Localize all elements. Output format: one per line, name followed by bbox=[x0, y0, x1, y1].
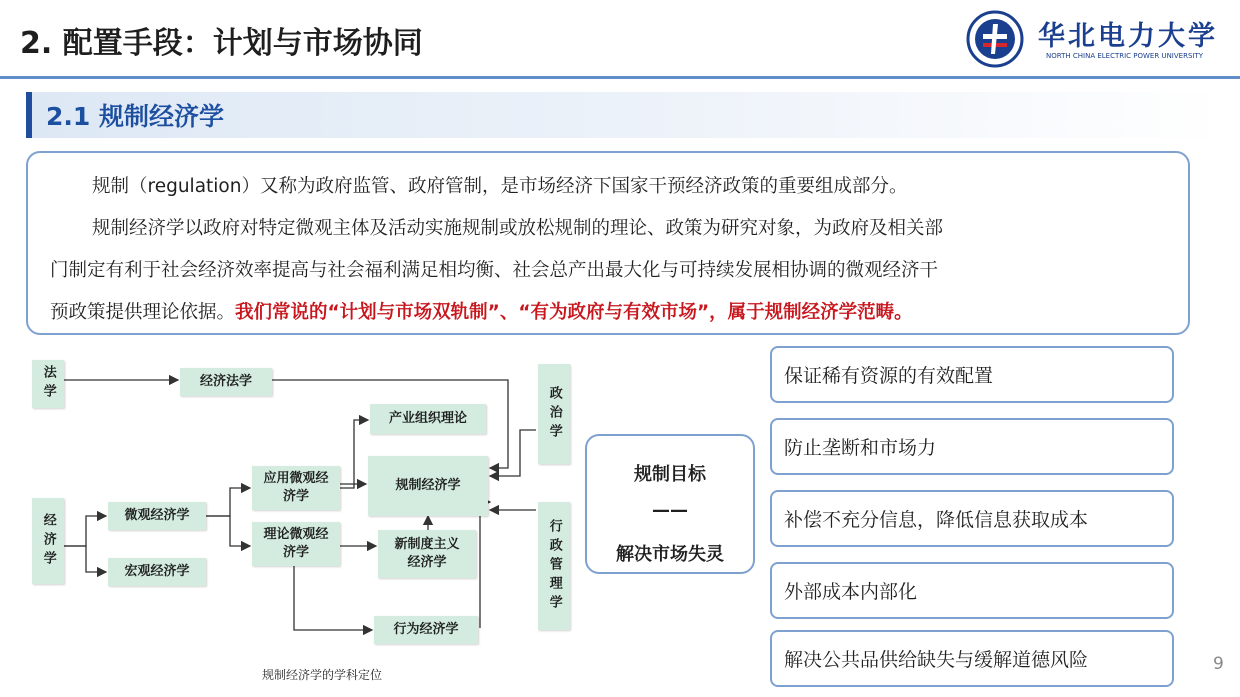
university-name: 华北电力大学 bbox=[1038, 21, 1218, 52]
arrow-econ-to-macro bbox=[64, 546, 106, 572]
arrow-behavioral-to-regulation bbox=[480, 502, 490, 628]
header-divider bbox=[0, 76, 1240, 79]
university-emblem-icon bbox=[966, 10, 1024, 68]
goal-item-5: 解决公共品供给缺失与缓解道德风险 bbox=[770, 630, 1174, 687]
regulation-goal-box bbox=[585, 434, 755, 574]
node-theoretical-microeconomics: 理论微观经济学 bbox=[252, 522, 340, 566]
slide-title: 2. 配置手段：计划与市场协同 bbox=[20, 26, 423, 61]
university-logo bbox=[966, 10, 1226, 70]
arrow-micro-to-theory bbox=[206, 516, 250, 546]
goal-dash: —— bbox=[652, 500, 688, 521]
section-accent-bar bbox=[26, 92, 32, 138]
node-industrial-organization: 产业组织理论 bbox=[370, 404, 486, 434]
intro-line-4-plain: 预政策提供理论依据。 bbox=[50, 302, 236, 323]
node-economic-law: 经济法学 bbox=[180, 368, 272, 396]
goal-item-3: 补偿不充分信息，降低信息获取成本 bbox=[770, 490, 1174, 547]
arrow-micro-to-applied bbox=[206, 488, 250, 516]
intro-line-4 bbox=[50, 304, 913, 323]
node-economics: 经济学 bbox=[32, 498, 64, 584]
node-regulation-economics: 规制经济学 bbox=[368, 456, 488, 516]
node-microeconomics: 微观经济学 bbox=[108, 502, 206, 530]
goal-subtitle: 解决市场失灵 bbox=[616, 544, 724, 565]
discipline-diagram bbox=[20, 350, 580, 690]
intro-line-3: 门制定有利于社会经济效率提高与社会福利满足相均衡、社会总产出最大化与可持续发展相协调的微观经济干 bbox=[50, 260, 939, 281]
goal-item-1: 保证稀有资源的有效配置 bbox=[770, 346, 1174, 403]
arrow-applied-to-industrial bbox=[340, 420, 368, 488]
node-public-administration: 行政管理学 bbox=[538, 502, 570, 630]
node-macroeconomics: 宏观经济学 bbox=[108, 558, 206, 586]
goal-item-4: 外部成本内部化 bbox=[770, 562, 1174, 619]
page-number: 9 bbox=[1213, 654, 1224, 674]
node-applied-microeconomics: 应用微观经济学 bbox=[252, 466, 340, 510]
intro-highlight: 我们常说的“计划与市场双轨制”、“有为政府与有效市场”，属于规制经济学范畴。 bbox=[235, 302, 913, 323]
node-behavioral-economics: 行为经济学 bbox=[374, 616, 478, 644]
arrow-politics-to-regulation bbox=[490, 430, 536, 476]
section-title: 2.1 规制经济学 bbox=[46, 102, 224, 131]
goal-title: 规制目标 bbox=[634, 464, 706, 485]
arrow-theory-to-behavioral bbox=[294, 565, 372, 630]
node-law: 法学 bbox=[32, 360, 64, 408]
diagram-caption: 规制经济学的学科定位 bbox=[262, 668, 383, 682]
university-english-name: NORTH CHINA ELECTRIC POWER UNIVERSITY bbox=[1046, 52, 1204, 60]
goal-item-2: 防止垄断和市场力 bbox=[770, 418, 1174, 475]
node-politics: 政治学 bbox=[538, 364, 570, 464]
intro-line-1: 规制（regulation）又称为政府监管、政府管制，是市场经济下国家干预经济政策的重要组成部分。 bbox=[92, 176, 908, 197]
node-new-institutionalism: 新制度主义经济学 bbox=[378, 530, 476, 578]
arrow-econ-to-micro bbox=[64, 516, 106, 546]
intro-text-box bbox=[26, 151, 1190, 335]
intro-line-2: 规制经济学以政府对特定微观主体及活动实施规制或放松规制的理论、政策为研究对象，为政府及相关部 bbox=[92, 218, 944, 239]
